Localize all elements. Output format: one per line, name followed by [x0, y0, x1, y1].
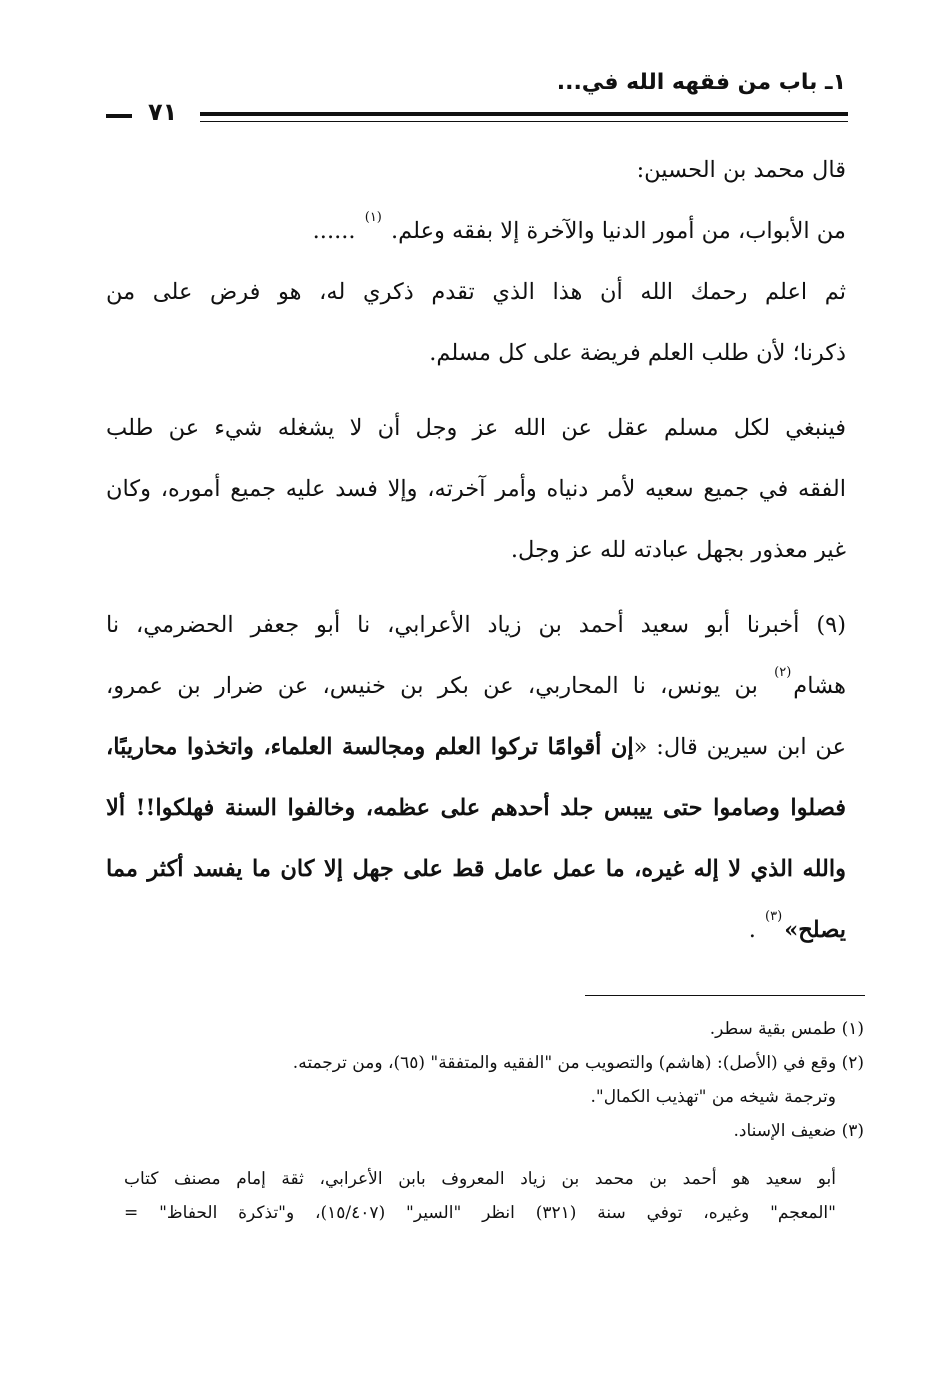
paragraph-gap: [106, 581, 846, 595]
quote-end-line: [106, 900, 846, 961]
page-number: ٧١: [148, 98, 178, 126]
quote-line: فصلوا وصاموا حتى ييبس جلد أحدهم على عظمه، وخالفوا السنة فهلكوا!! ألا: [106, 795, 846, 821]
quote-line: والله الذي لا إله غيره، ما عمل عامل قط على جهل إلا كان ما يفسد أكثر مما: [106, 856, 846, 882]
footnotes: [124, 1012, 864, 1230]
chapter-running-title: ١ـ باب من فقهه الله في...: [556, 70, 846, 95]
paragraph-gap: [106, 384, 846, 398]
footnote-3: (٣) ضعيف الإسناد.: [733, 1121, 864, 1141]
page-number-dash: [106, 114, 132, 118]
text-span: .: [748, 917, 756, 943]
ellipsis: ......: [312, 218, 356, 244]
text-span: عن ابن سيرين قال: «: [633, 734, 846, 760]
text-line: ذكرنا؛ لأن طلب العلم فريضة على كل مسلم.: [429, 340, 846, 366]
header-rule-thick: [200, 112, 848, 116]
footnote-ref-2: (٢): [774, 665, 792, 680]
footnote-2-cont: وترجمة شيخه من "تهذيب الكمال".: [590, 1087, 836, 1107]
footnote-separator: [585, 995, 865, 996]
text-span: من الأبواب، من أمور الدنيا والآخرة إلا بفقه وعلم.: [391, 218, 846, 244]
header-rule-thin: [200, 121, 848, 122]
text-line: الفقه في جميع سعيه لأمر دنياه وأمر آخرته، وإلا فسد عليه جميع أموره، وكان: [106, 476, 846, 502]
quote-bold: إن أقوامًا تركوا العلم ومجالسة العلماء، واتخذوا محاريبًا،: [106, 734, 634, 760]
text-line: فينبغي لكل مسلم عقل عن الله عز وجل أن لا يشغله شيء عن طلب: [106, 415, 846, 441]
quote-bold: يصلح»: [784, 917, 846, 943]
text-line: ثم اعلم رحمك الله أن هذا الذي تقدم ذكري له، هو فرض على من: [106, 279, 846, 305]
text-span: بن يونس، نا المحاربي، عن بكر بن خنيس، عن ضرار بن عمرو،: [106, 673, 758, 699]
footnote-ref-1: (١): [364, 210, 382, 225]
text-line: غير معذور بجهل عبادته لله عز وجل.: [510, 537, 846, 563]
footnote-2: (٢) وقع في (الأصل): (هاشم) والتصويب من "الفقيه والمتفقة" (٦٥)، ومن ترجمته.: [292, 1053, 864, 1073]
footnote-1: (١) طمس بقية سطر.: [709, 1019, 864, 1039]
footnote-extra: [124, 1162, 864, 1230]
opening-line: قال محمد بن الحسين:: [636, 157, 846, 183]
footnote-extra-line: "المعجم" وغيره، توفي سنة (٣٢١) انظر "السير" (١٥/٤٠٧)، و"تذكرة الحفاظ" =: [124, 1203, 836, 1223]
main-text: [106, 140, 846, 961]
text-line: [106, 201, 846, 262]
footnote-ref-3: (٣): [765, 909, 783, 924]
text-line: [106, 717, 846, 778]
text-span: هشام: [793, 673, 847, 699]
footnote-extra-line: أبو سعيد هو أحمد بن محمد بن زياد المعروف بابن الأعرابي، ثقة إمام مصنف كتاب: [124, 1169, 836, 1189]
text-line: [106, 656, 846, 717]
text-line: (٩) أخبرنا أبو سعيد أحمد بن زياد الأعرابي، نا أبو جعفر الحضرمي، نا: [106, 612, 846, 638]
